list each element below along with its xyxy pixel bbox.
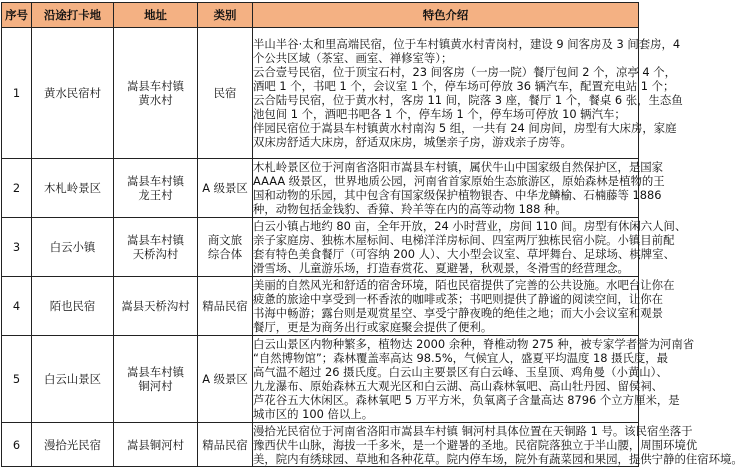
table-row: [2, 159, 639, 218]
description-line: 云合陆号民宿，位于黄水村，客房 11 间，院落 3 座，餐厅 1 个，餐桌 6 张，生态鱼: [253, 93, 683, 107]
category-line: A 级景区: [202, 372, 248, 386]
description-line: 漫拾光民宿位于河南省洛阳市嵩县车村镇 铜河村具体位置在天铜路 1 号。该民宿坐落于: [253, 423, 693, 438]
row-number: 1: [2, 28, 32, 159]
description-line: 伴园民宿位于嵩县车村镇黄水村南沟 5 组，一共有 24 间房间，房型有大床房，家庭: [253, 121, 677, 135]
category-line: 综合体: [207, 247, 243, 261]
category-line: 精品民宿: [202, 437, 248, 452]
address-line: 嵩县车村镇: [127, 79, 184, 93]
description-line: 九龙瀑布、原始森林五大观光区和白云湖、高山森林氧吧、高山牡丹园、留侯祠、: [253, 379, 664, 393]
description-line: 半山半谷·太和里高端民宿，位于车村镇黄水村青岗村，建设 9 间客房及 3 间套房，4: [253, 37, 681, 51]
description-line: 种，动物包括金钱豹、香獐、羚羊等在内的高等动物 188 种。: [253, 202, 567, 216]
description-line: 餐厅，更是为商务出行或家庭聚会提供了便利。: [253, 320, 493, 334]
row-category: [198, 277, 253, 336]
row-number: 5: [2, 336, 32, 423]
address-line: 黄水村: [138, 93, 173, 107]
row-description: [253, 336, 695, 423]
category-line: 商文旅: [207, 233, 243, 247]
row-description: [253, 28, 683, 159]
description-line: 白云小镇占地约 80 亩，全年开放，24 小时营业，房间 110 间。房型有休闲六人间、: [253, 219, 687, 233]
description-line: 酒吧 1 个，书吧 1 个，会议室 1 个，停车场可停放 36 辆汽车，配置充电站 1 个；: [253, 79, 675, 93]
row-category: [198, 28, 253, 159]
row-description: [253, 277, 675, 336]
address-line: 嵩县车村镇: [127, 233, 184, 247]
description-line: 国和动物的乐园，其中包含有国家级保护植物银杏、中华龙鳞榆、石楠藤等 1886: [253, 188, 662, 202]
header-description: 特色介绍: [253, 3, 639, 28]
header-number: 序号: [2, 3, 32, 28]
header-place: 沿途打卡地: [32, 3, 114, 28]
description-line: 个公共区域（茶室、画室、禅修室等）；: [253, 51, 453, 65]
row-category: [198, 218, 253, 277]
row-number: 4: [2, 277, 32, 336]
category-line: 精品民宿: [202, 299, 248, 313]
address-line: 嵩县天桥沟村: [121, 299, 190, 313]
description-line: “自然博物馆”；森林覆盖率高达 98.5%，气候宜人，盛夏平均温度 18 摄氏度，最: [253, 351, 669, 365]
description-line: 疲惫的旅途中享受到一杯香浓的咖啡或茶；书吧则提供了静谧的阅读空间，让你在: [253, 292, 664, 306]
description-line: 套有特色美食餐厅（可容纳 200 人）、大小型会议室、草坪舞台、足球场、棋牌室、: [253, 247, 675, 261]
address-line: 嵩县车村镇: [127, 365, 184, 379]
description-line: AAAA 级景区，世界地质公园，河南省首家原始生态旅游区，原始森林是植物的王: [253, 174, 665, 188]
address-line: 嵩县铜河村: [127, 437, 184, 452]
table-row: [2, 28, 639, 159]
row-description: [253, 423, 743, 467]
address-line: 天桥沟村: [132, 247, 179, 261]
description-line: 美丽的自然风光和舒适的宿舍环境，陌也民宿提供了完善的公共设施。水吧台让你在: [253, 278, 675, 292]
description-line: 高气温不超过 26 摄氏度。白云山主要景区有白云峰、玉皇顶、鸡角曼（小黄山）、: [253, 365, 668, 379]
row-place: 白云山景区: [32, 336, 114, 423]
row-description: [253, 218, 687, 277]
row-category: [198, 423, 253, 467]
row-address: [114, 277, 198, 336]
description-line: 池包间 1 个，酒吧书吧各 1 个，停车场 1 个，停车场可停放 10 辆汽车；: [253, 107, 626, 121]
table-row: [2, 423, 639, 467]
row-number: 6: [2, 423, 32, 467]
description-line: 亲子家庭房、独栋木屋标间、电梯洋洋房标间、四室两厅独栋民宿小院。小镇目前配: [253, 233, 675, 247]
row-category: [198, 159, 253, 218]
table-row: [2, 277, 639, 336]
table-header-row: [2, 3, 639, 28]
address-line: 龙王村: [138, 188, 173, 202]
row-category: [198, 336, 253, 423]
header-address: 地址: [114, 3, 198, 28]
category-line: A 级景区: [202, 181, 248, 195]
description-line: 滑雪场、儿童游乐场，打造春赏花、夏避暑，秋观景，冬滑雪的经营理念。: [253, 261, 629, 275]
category-line: 民宿: [213, 86, 237, 100]
header-category: 类别: [198, 3, 253, 28]
row-number: 3: [2, 218, 32, 277]
description-line: 木札岭景区位于河南省洛阳市嵩县车村镇，属伏牛山中国家级自然保护区，是国家: [253, 160, 664, 174]
row-place: 黄水民宿村: [32, 28, 114, 159]
row-address: [114, 28, 198, 159]
table-row: [2, 336, 639, 423]
row-number: 2: [2, 159, 32, 218]
row-address: [114, 218, 198, 277]
description-line: 城市区的 100 倍以上。: [253, 407, 374, 421]
row-place: 漫拾光民宿: [32, 423, 114, 467]
description-line: 白云山景区内物种繁多，植物达 2000 余种，脊椎动物 275 种，被专家学者誉为河南省: [253, 337, 695, 351]
address-line: 嵩县车村镇: [127, 174, 184, 188]
row-place: 陌也民宿: [32, 277, 114, 336]
description-line: 书海中畅游；露台则是观赏星空、享受宁静夜晚的绝佳之地；而大小会议室和观景: [253, 306, 664, 320]
address-line: 铜河村: [138, 379, 173, 393]
row-address: [114, 159, 198, 218]
row-address: [114, 423, 198, 467]
attractions-table: [1, 2, 743, 467]
row-place: 木札岭景区: [32, 159, 114, 218]
description-line: 芦花谷五大休闲区。森林氧吧 5 万平方米，负氧离子含量高达 8796 个立方厘米，是: [253, 393, 680, 407]
row-place: 白云小镇: [32, 218, 114, 277]
row-address: [114, 336, 198, 423]
description-line: 豫西伏牛山脉，海拔一千多米，是一个避暑的圣地。民宿院落独立于半山腰，周围环境优: [253, 437, 698, 452]
description-line: 云合壹号民宿，位于顶宝石村，23 间客房（一房一院）餐厅包间 2 个，凉亭 4 个，: [253, 65, 676, 79]
description-line: 美，院内有绣球园、草地和各种花草。院内停车场，院外有蔬菜园和果园，提供宁静的住宿环境。: [253, 451, 743, 466]
table-row: [2, 218, 639, 277]
description-line: 双床房舒适大床房，舒适双床房，城堡亲子房，游戏亲子房等。: [253, 135, 572, 149]
row-description: [253, 159, 665, 218]
